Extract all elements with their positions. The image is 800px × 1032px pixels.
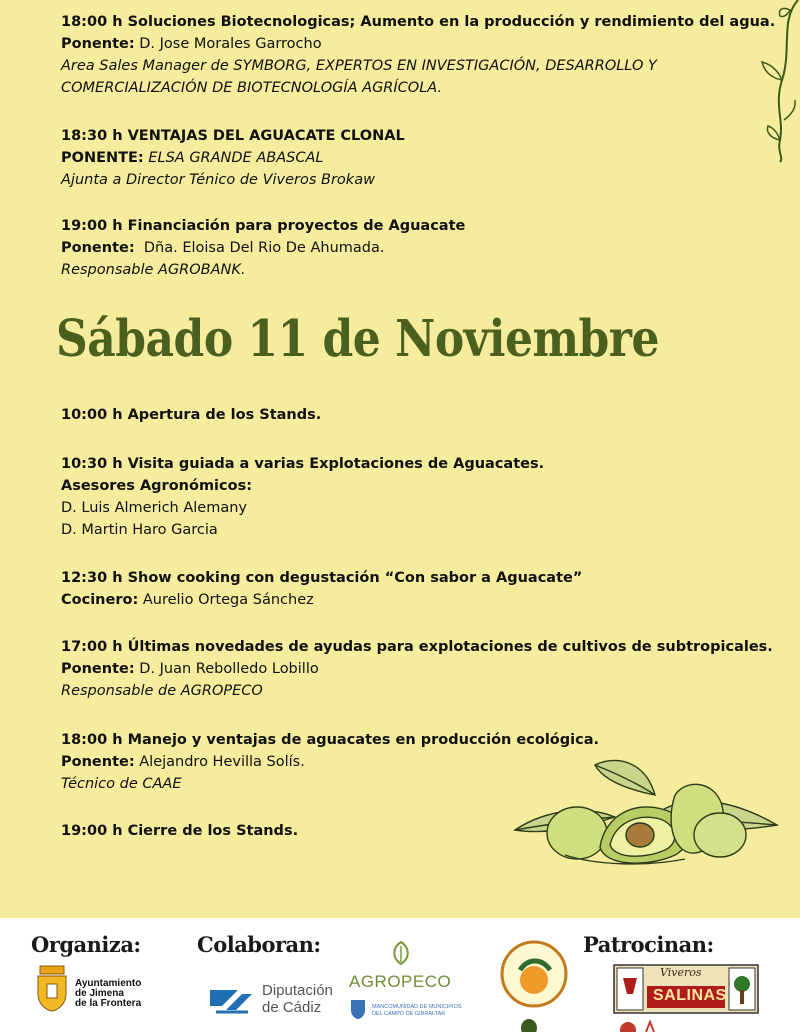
speaker-role: Responsable de AGROPECO [61, 683, 263, 699]
speaker-role: Area Sales Manager de SYMBORG, EXPERTOS EN INVESTIGACIÓN, DESARROLLO Y [61, 58, 657, 74]
event-time-title: 10:30 h Visita guiada a varias Explotaciones de Aguacates. [61, 456, 545, 472]
advisor-name: D. Martin Haro Garcia [61, 522, 218, 538]
agropeco-logo-text: AGROPECO [349, 972, 452, 991]
event-time-title: 17:00 h Últimas novedades de ayudas para explotaciones de cultivos de subtropicales. [61, 639, 773, 655]
event-block [61, 404, 781, 426]
event-time-title: 12:30 h Show cooking con degustación “Con sabor a Aguacate” [61, 570, 583, 586]
event-block [61, 215, 781, 281]
event-time-title: 18:30 h VENTAJAS DEL AGUACATE CLONAL [61, 128, 405, 144]
patrocinan-heading: Patrocinan: [583, 932, 714, 957]
event-block [61, 567, 781, 611]
speaker-name: D. Jose Morales Garrocho [134, 36, 322, 52]
event-block [61, 11, 781, 99]
event-time-title: 19:00 h Cierre de los Stands. [61, 823, 299, 839]
event-time-title: 10:00 h Apertura de los Stands. [61, 407, 322, 423]
ayuntamiento-logo-text: Ayuntamiento de Jimena de la Frontera [75, 978, 142, 1009]
sponsors-footer [0, 918, 800, 1032]
day-heading: Sábado 11 de Noviembre [56, 310, 659, 369]
event-time-title: 19:00 h Financiación para proyectos de Aguacate [61, 218, 466, 234]
speaker-label: Ponente: [61, 754, 135, 770]
speaker-role: Responsable AGROBANK. [61, 262, 246, 278]
event-time-title: 18:00 h Manejo y ventajas de aguacates en producción ecológica. [61, 732, 599, 748]
speaker-label: PONENTE: [61, 150, 144, 166]
event-block [61, 125, 781, 191]
diputacion-logo-text: Diputación de Cádiz [262, 982, 333, 1016]
advisor-name: D. Luis Almerich Alemany [61, 500, 247, 516]
agropeco-leaf-icon [390, 940, 412, 966]
speaker-name: Alejandro Hevilla Solís. [134, 754, 305, 770]
organiza-heading: Organiza: [31, 932, 141, 957]
cooperativa-logo-icon [500, 940, 568, 1008]
avocado-mini-icon [518, 1016, 540, 1032]
speaker-role: Técnico de CAAE [61, 776, 182, 792]
speaker-name: Aurelio Ortega Sánchez [138, 592, 314, 608]
speaker-label: Ponente: [61, 36, 135, 52]
speaker-label: Cocinero: [61, 592, 139, 608]
speaker-name: D. Juan Rebolledo Lobillo [134, 661, 319, 677]
speaker-name: ELSA GRANDE ABASCAL [143, 150, 324, 166]
viveros-script-text: Viveros [660, 966, 702, 979]
advisors-label: Asesores Agronómicos: [61, 478, 253, 494]
diputacion-logo-icon [208, 984, 254, 1014]
event-time-title: 18:00 h Soluciones Biotecnologicas; Aumento en la producción y rendimiento del agua. [61, 14, 776, 30]
speaker-role: COMERCIALIZACIÓN DE BIOTECNOLOGÍA AGRÍCOLA. [61, 80, 443, 96]
speaker-label: Ponente: [61, 240, 135, 256]
ayuntamiento-crest-icon [36, 964, 68, 1012]
speaker-name: Dña. Eloisa Del Rio De Ahumada. [134, 240, 385, 256]
viveros-logo-text: SALINAS [653, 987, 727, 1004]
speaker-label: Ponente: [61, 661, 135, 677]
colaboran-heading: Colaboran: [197, 932, 321, 957]
mancomunidad-logo-text: MANCOMUNIDAD DE MUNICIPIOS DEL CAMPO DE GIBRALTAR [372, 1004, 462, 1017]
avocado-illustration-icon [505, 755, 780, 870]
event-block [61, 453, 781, 541]
sponsor-partial-logo-icon [620, 1018, 660, 1032]
speaker-role: Ajunta a Director Ténico de Viveros Brokaw [61, 172, 375, 188]
mancomunidad-crest-icon [350, 996, 366, 1020]
event-block [61, 636, 781, 702]
